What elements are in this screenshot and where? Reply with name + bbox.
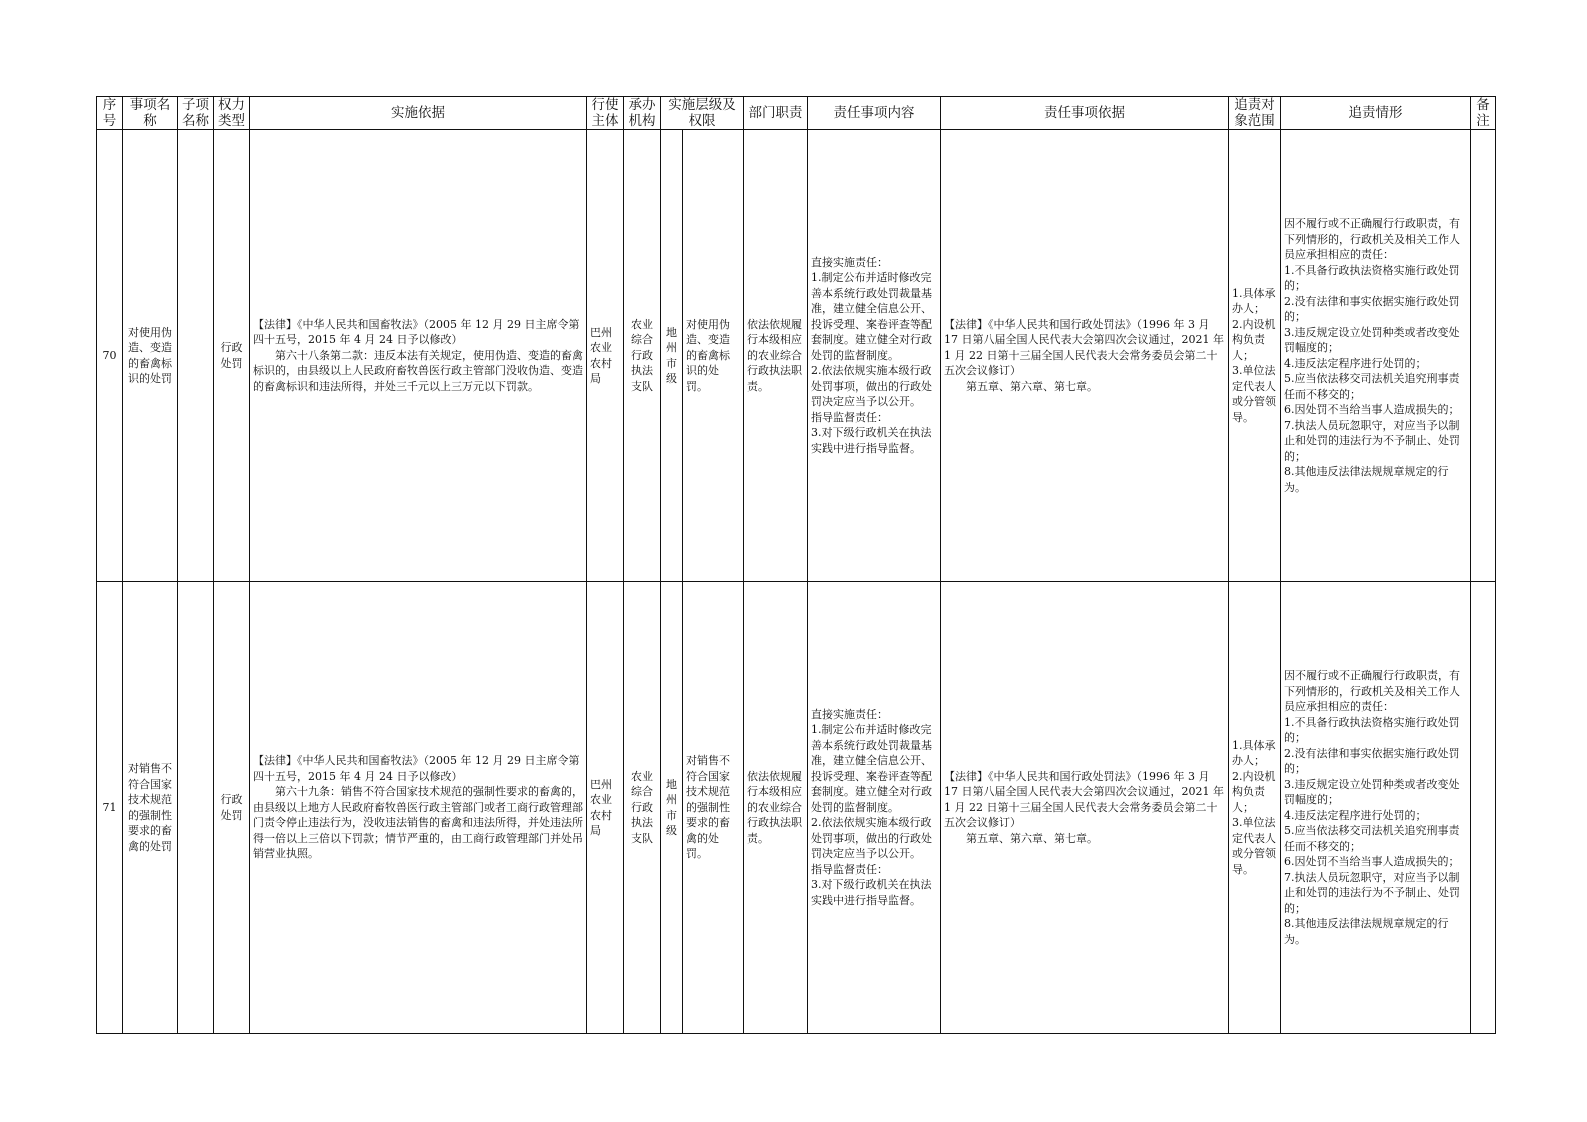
row-resp-content: 直接实施责任： 1.制定公布并适时修改完善本系统行政处罚裁量基准，建立健全信息公开、投诉受理、案卷评查等配套制度。建立健全对行政处罚的监督制度。 2.依法依规实施本级行政处罚事项，做出的行政处罚决定应当予以公开。 指导监督责任： 3.对下级行政机关在执法实践中进行指导监督。 — [808, 130, 941, 582]
row-level — [661, 582, 683, 1034]
row-authority: 对销售不符合国家技术规范的强制性要求的畜禽的处罚。 — [683, 582, 744, 1034]
row-sub-item — [178, 582, 214, 1034]
basis-title: 【法律】《中华人民共和国畜牧法》（2005 年 12 月 29 日主席令第四十五号，2015 年 4 月 24 日予以修改） — [253, 317, 580, 347]
row-agency: 农业综合行政执法支队 — [624, 130, 661, 582]
header-sub-item: 子项名称 — [178, 97, 214, 130]
table-row — [97, 130, 1496, 582]
header-situations: 追责情形 — [1281, 97, 1471, 130]
row-item-name: 对销售不符合国家技术规范的强制性要求的畜禽的处罚 — [123, 582, 178, 1034]
responsibility-table — [96, 96, 1496, 1034]
row-resp-basis — [941, 130, 1229, 582]
basis-text: 第六十八条第二款：违反本法有关规定，使用伪造、变造的畜禽标识的，由县级以上人民政府畜牧兽医行政主管部门没收伪造、变造的畜禽标识和违法所得，并处三千元以上三万元以下罚款。 — [253, 348, 583, 393]
row-resp-content: 直接实施责任： 1.制定公布并适时修改完善本系统行政处罚裁量基准，建立健全信息公开、投诉受理、案卷评查等配套制度。建立健全对行政处罚的监督制度。 2.依法依规实施本级行政处罚事项，做出的行政处罚决定应当予以公开。 指导监督责任： 3.对下级行政机关在执法实践中进行指导监督。 — [808, 582, 941, 1034]
resp-basis-text: 第五章、第六章、第七章。 — [966, 831, 1098, 845]
row-duty: 依法依规履行本级相应的农业综合行政执法职责。 — [744, 130, 808, 582]
row-level — [661, 130, 683, 582]
level-text: 地州市级 — [666, 325, 677, 385]
row-sub-item — [178, 130, 214, 582]
row-subject: 巴州农业农村局 — [587, 130, 624, 582]
header-duty: 部门职责 — [744, 97, 808, 130]
resp-basis-title: 【法律】《中华人民共和国行政处罚法》（1996 年 3 月 17 日第八届全国人民代表大会第四次会议通过，2021 年 1 月 22 日第十三届全国人民代表大会常务委员会第二十五次会议修订） — [944, 769, 1224, 830]
row-basis — [250, 582, 587, 1034]
level-text: 地州市级 — [666, 777, 677, 837]
row-item-name: 对使用伪造、变造的畜禽标识的处罚 — [123, 130, 178, 582]
basis-text: 第六十九条：销售不符合国家技术规范的强制性要求的畜禽的，由县级以上地方人民政府畜牧兽医行政主管部门或者工商行政管理部门责令停止违法行为，没收违法销售的畜禽和违法所得，并处违法所得一倍以上三倍以下罚款；情节严重的，由工商行政管理部门并处吊销营业执照。 — [253, 785, 583, 861]
header-seq: 序号 — [97, 97, 123, 130]
row-basis — [250, 130, 587, 582]
header-resp-content: 责任事项内容 — [808, 97, 941, 130]
header-item-name: 事项名称 — [123, 97, 178, 130]
row-seq: 71 — [97, 582, 123, 1034]
resp-basis-title: 【法律】《中华人民共和国行政处罚法》（1996 年 3 月 17 日第八届全国人民代表大会第四次会议通过，2021 年 1 月 22 日第十三届全国人民代表大会常务委员会第二十五次会议修订） — [944, 317, 1224, 378]
header-remark: 备注 — [1471, 97, 1496, 130]
row-remark — [1471, 130, 1496, 582]
row-resp-basis — [941, 582, 1229, 1034]
header-row — [97, 97, 1496, 130]
row-seq: 70 — [97, 130, 123, 582]
resp-basis-text: 第五章、第六章、第七章。 — [966, 379, 1098, 393]
row-situations: 因不履行或不正确履行行政职责，有下列情形的，行政机关及相关工作人员应承担相应的责任： 1.不具备行政执法资格实施行政处罚的； 2.没有法律和事实依据实施行政处罚的； 3.违反规定设立处罚种类或者改变处罚幅度的； 4.违反法定程序进行处罚的； 5.应当依法移交司法机关追究刑事责任而不移交的； 6.因处罚不当给当事人造成损失的； 7.执法人员玩忽职守，对应当予以制止和处罚的违法行为不予制止、处罚的； 8.其他违反法律法规规章规定的行为。 — [1281, 582, 1471, 1034]
header-agency: 承办机构 — [624, 97, 661, 130]
row-power-type: 行政处罚 — [214, 130, 250, 582]
header-subject: 行使主体 — [587, 97, 624, 130]
header-level: 实施层级及权限 — [661, 97, 744, 130]
table-row — [97, 582, 1496, 1034]
row-remark — [1471, 582, 1496, 1034]
row-power-type: 行政处罚 — [214, 582, 250, 1034]
header-scope: 追责对象范围 — [1229, 97, 1281, 130]
row-agency: 农业综合行政执法支队 — [624, 582, 661, 1034]
row-scope: 1.具体承办人； 2.内设机构负责人； 3.单位法定代表人或分管领导。 — [1229, 130, 1281, 582]
row-situations: 因不履行或不正确履行行政职责，有下列情形的，行政机关及相关工作人员应承担相应的责任： 1.不具备行政执法资格实施行政处罚的； 2.没有法律和事实依据实施行政处罚的； 3.违反规定设立处罚种类或者改变处罚幅度的； 4.违反法定程序进行处罚的； 5.应当依法移交司法机关追究刑事责任而不移交的； 6.因处罚不当给当事人造成损失的； 7.执法人员玩忽职守，对应当予以制止和处罚的违法行为不予制止、处罚的； 8.其他违反法律法规规章规定的行为。 — [1281, 130, 1471, 582]
row-scope: 1.具体承办人； 2.内设机构负责人； 3.单位法定代表人或分管领导。 — [1229, 582, 1281, 1034]
row-authority: 对使用伪造、变造的畜禽标识的处罚。 — [683, 130, 744, 582]
row-subject: 巴州农业农村局 — [587, 582, 624, 1034]
header-power-type: 权力类型 — [214, 97, 250, 130]
header-basis: 实施依据 — [250, 97, 587, 130]
table-header — [97, 97, 1496, 130]
row-duty: 依法依规履行本级相应的农业综合行政执法职责。 — [744, 582, 808, 1034]
header-resp-basis: 责任事项依据 — [941, 97, 1229, 130]
basis-title: 【法律】《中华人民共和国畜牧法》（2005 年 12 月 29 日主席令第四十五号，2015 年 4 月 24 日予以修改） — [253, 754, 580, 783]
